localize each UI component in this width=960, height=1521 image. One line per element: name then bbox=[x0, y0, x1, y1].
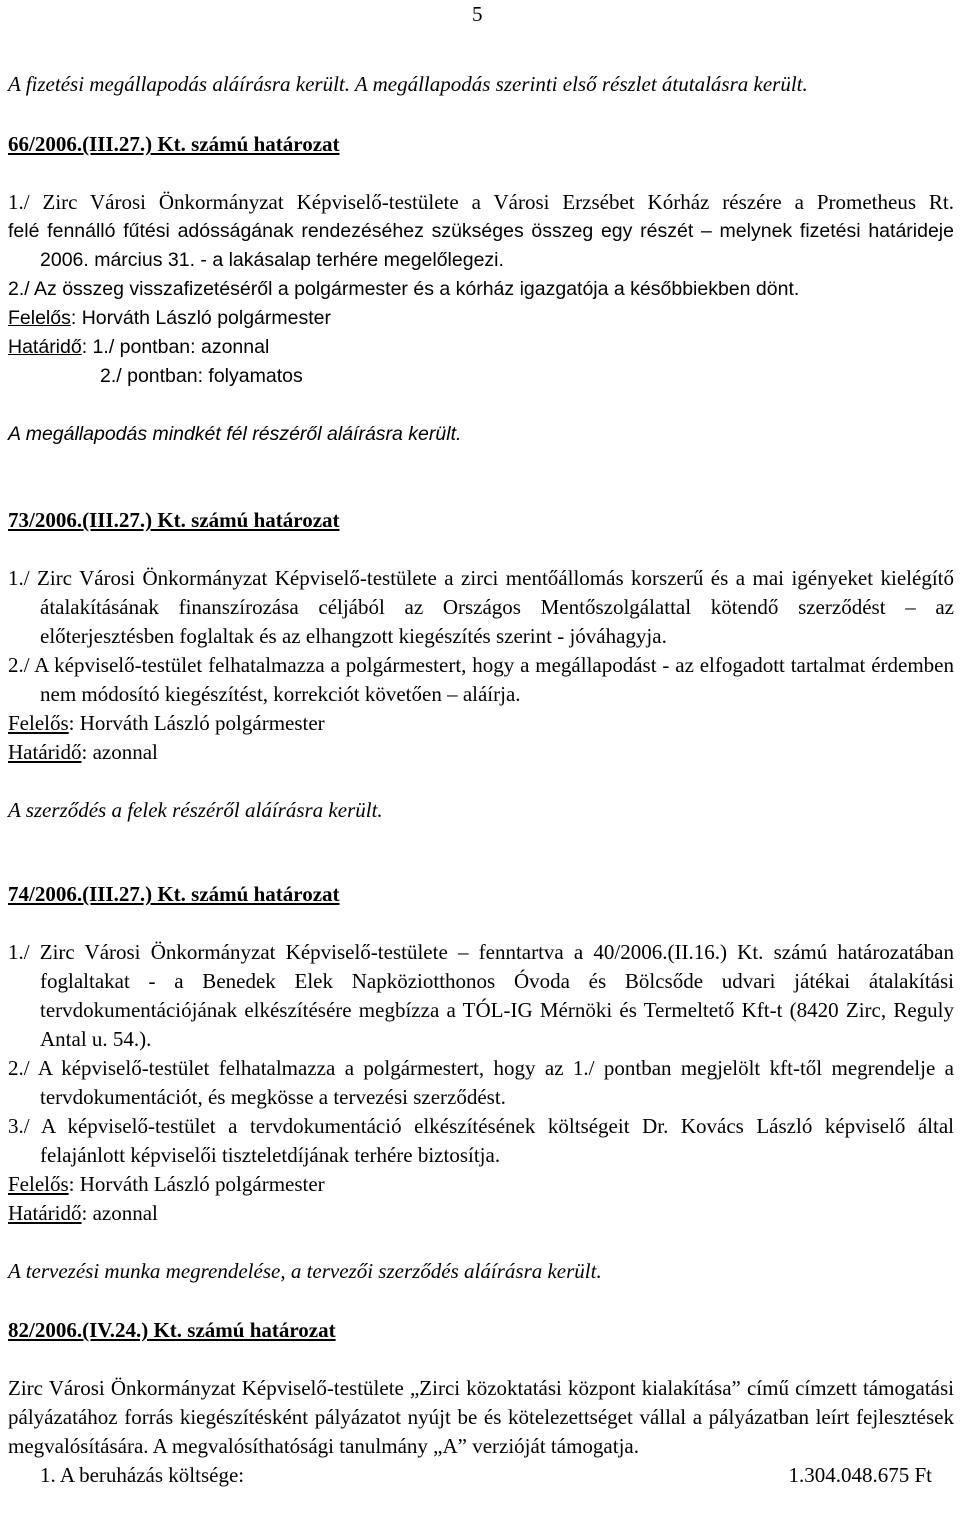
closing-note: A tervezési munka megrendelése, a tervezői szerződés aláírásra került. bbox=[8, 1259, 602, 1283]
resolution-point-1: 1./ Zirc Városi Önkormányzat Képviselő-testülete – fenntartva a 40/2006.(II.16.) Kt. számú határozatában foglaltakat - a Benedek Elek Napköziotthonos Óvoda és Bölcsőde udvari játékai átalakítási tervdokumentációjának elkészítésére megbízza a TÓL-IG Mérnöki és Termeltető Kft-t (8420 Zirc, Reguly Antal u. 54.). bbox=[8, 940, 954, 1051]
responsible-line bbox=[8, 709, 954, 738]
deadline-line bbox=[8, 738, 954, 767]
deadline-line-2: 2./ pontban: folyamatos bbox=[100, 365, 303, 387]
responsible-label: Felelős bbox=[8, 307, 71, 329]
deadline-line bbox=[8, 1199, 954, 1228]
closing-note: A megállapodás mindkét fél részéről aláírásra került. bbox=[8, 423, 462, 445]
closing-note: A szerződés a felek részéről aláírásra került. bbox=[8, 798, 383, 822]
deadline-line bbox=[8, 333, 954, 362]
resolution-title: 74/2006.(III.27.) Kt. számú határozat bbox=[8, 882, 340, 906]
resolution-title: 66/2006.(III.27.) Kt. számú határozat bbox=[8, 132, 340, 156]
responsible-label: Felelős bbox=[8, 711, 69, 735]
deadline-value: : azonnal bbox=[81, 1201, 158, 1225]
page-number: 5 bbox=[472, 2, 483, 26]
point-1-rest: felé fennálló fűtési adósságának rendezéséhez szükséges összeg egy részét – melynek fizetési határideje 2006. március 31. - a lakásalap terhére megelőlegezi. bbox=[8, 220, 954, 271]
point-1-lead: 1./ Zirc Városi Önkormányzat Képviselő-testülete a Városi Erzsébet Kórház részére a Prometheus Rt. bbox=[8, 190, 954, 214]
section-66-2006 bbox=[8, 70, 954, 449]
resolution-point-2: 2./ Az összeg visszafizetéséről a polgármester és a kórház igazgatója a későbbiekben dönt. bbox=[8, 278, 800, 300]
cost-item-label: 1. A beruházás költsége: bbox=[40, 1463, 245, 1487]
resolution-title: 73/2006.(III.27.) Kt. számú határozat bbox=[8, 508, 340, 532]
section-74-2006 bbox=[8, 880, 954, 1286]
responsible-value: : Horváth László polgármester bbox=[68, 711, 325, 735]
responsible-value: : Horváth László polgármester bbox=[70, 307, 331, 329]
section-73-2006 bbox=[8, 506, 954, 825]
resolution-point-1: 1./ Zirc Városi Önkormányzat Képviselő-testülete a zirci mentőállomás korszerű és a mai igényeket kielégítő átalakításának finanszírozása céljából az Országos Mentőszolgálattal kötendő szerződést – az előterjesztésben foglaltak és az elhangzott kiegészítés szerint - jóváhagyja. bbox=[8, 566, 954, 648]
resolution-point-2: 2./ A képviselő-testület felhatalmazza a polgármestert, hogy a megállapodást - az elfogadott tartalmat érdemben nem módosító kiegészítést, korrekciót követően – aláírja. bbox=[8, 653, 954, 706]
responsible-line bbox=[8, 1170, 954, 1199]
cost-item-row bbox=[8, 1461, 954, 1490]
responsible-label: Felelős bbox=[8, 1172, 69, 1196]
cost-item-value: 1.304.048.675 Ft bbox=[788, 1463, 932, 1487]
deadline-label: Határidő bbox=[8, 1201, 82, 1225]
deadline-value: : azonnal bbox=[81, 740, 158, 764]
resolution-point-2: 2./ A képviselő-testület felhatalmazza a polgármestert, hogy az 1./ pontban megjelölt kft-től megrendelje a tervdokumentációt, és megkösse a tervezési szerződést. bbox=[8, 1056, 954, 1109]
resolution-point-3: 3./ A képviselő-testület a tervdokumentáció elkészítésének költségeit Dr. Kovács László képviselő által felajánlott képviselői tiszteletdíjának terhére biztosítja. bbox=[8, 1114, 954, 1167]
deadline-label: Határidő bbox=[8, 740, 82, 764]
resolution-text: Zirc Városi Önkormányzat Képviselő-testülete „Zirci közoktatási központ kialakítása” című címzett támogatási pályázatához forrás kiegészítésként pályázatot nyújt be és kötelezettséget vállal a pályázatban leírt fejlesztések megvalósítására. A megvalósíthatósági tanulmány „A” verzióját támogatja. bbox=[8, 1376, 954, 1458]
resolution-point-1 bbox=[8, 188, 954, 275]
responsible-value: : Horváth László polgármester bbox=[68, 1172, 325, 1196]
deadline-value: : 1./ pontban: azonnal bbox=[81, 336, 270, 358]
resolution-title: 82/2006.(IV.24.) Kt. számú határozat bbox=[8, 1318, 336, 1342]
deadline-label: Határidő bbox=[8, 336, 82, 358]
intro-note: A fizetési megállapodás aláírásra került. A megállapodás szerinti első részlet átutalásra került. bbox=[8, 72, 808, 96]
responsible-line bbox=[8, 304, 954, 333]
section-82-2006 bbox=[8, 1316, 954, 1490]
